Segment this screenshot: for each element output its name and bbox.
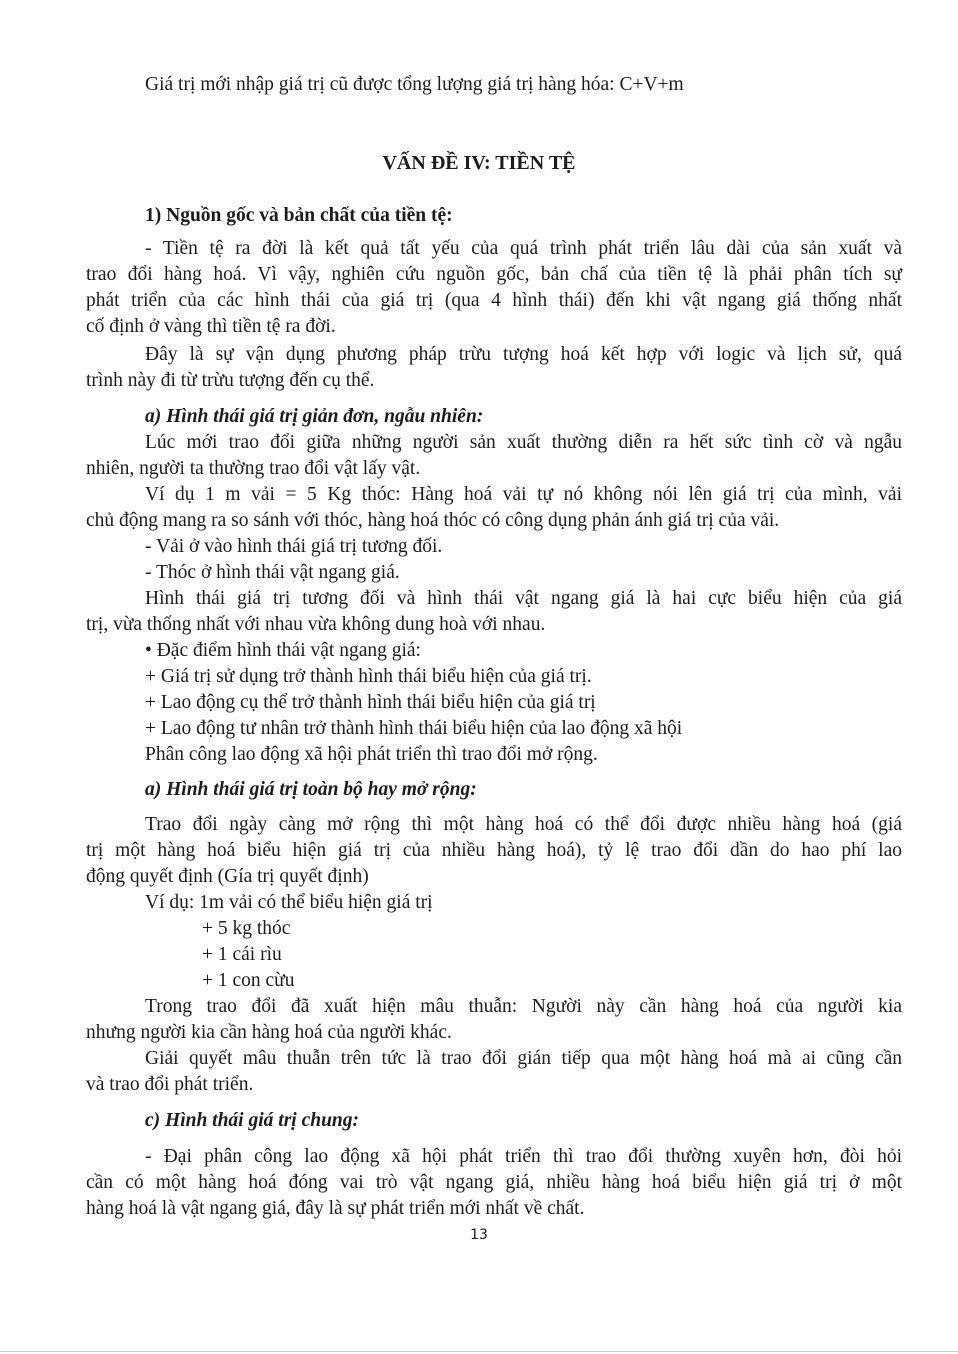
paragraph-line: Lúc mới trao đổi giữa những người sản xuất thường diễn ra hết sức tình cờ và ngẫu [145, 432, 902, 453]
list-item: + 1 con cừu [202, 970, 295, 991]
paragraph-line: Giải quyết mâu thuẫn trên tức là trao đổi gián tiếp qua một hàng hoá mà ai cũng cần [145, 1048, 902, 1069]
paragraph-line: trị một hàng hoá biểu hiện giá trị của nhiều hàng hoá), tỷ lệ trao đổi dần do hao phí lao [86, 840, 902, 861]
subheading-expanded-form: a) Hình thái giá trị toàn bộ hay mở rộng: [145, 779, 477, 800]
paragraph-line: phát triển của các hình thái của giá trị (qua 4 hình thái) đến khi vật ngang giá thống nhất [86, 290, 902, 311]
list-item: + Giá trị sử dụng trở thành hình thái biểu hiện của giá trị. [145, 666, 592, 687]
paragraph-line: trị, vừa thống nhất với nhau vừa không dung hoà với nhau. [86, 614, 546, 635]
paragraph-line: động quyết định (Gía trị quyết định) [86, 866, 369, 887]
example-line: Ví dụ: 1m vải có thể biểu hiện giá trị [145, 892, 433, 913]
paragraph-line: hàng hoá là vật ngang giá, đây là sự phát triển mới nhất về chất. [86, 1198, 585, 1219]
paragraph-line: nhưng người kia cần hàng hoá của người khác. [86, 1022, 452, 1043]
subheading-general-form: c) Hình thái giá trị chung: [145, 1110, 360, 1131]
paragraph-line: trao đổi hàng hoá. Vì vậy, nghiên cứu nguồn gốc, bản chấ của tiền tệ là phải phân tích sự [86, 264, 902, 285]
paragraph-line: Trao đổi ngày càng mở rộng thì một hàng hoá có thể đổi được nhiều hàng hoá (giá [145, 814, 902, 835]
page-number: 13 [470, 1227, 488, 1243]
list-item: + 5 kg thóc [202, 918, 291, 939]
list-item: - Vải ở vào hình thái giá trị tương đối. [145, 536, 443, 557]
intro-line: Giá trị mới nhập giá trị cũ được tổng lượng giá trị hàng hóa: C+V+m [145, 74, 684, 95]
paragraph-line: chủ động mang ra so sánh với thóc, hàng hoá thóc có công dụng phản ánh giá trị của vải. [86, 510, 780, 531]
paragraph-line: - Đại phân công lao động xã hội phát triển thì trao đổi thường xuyên hơn, đòi hỏi [145, 1146, 902, 1167]
paragraph-line: Hình thái giá trị tương đối và hình thái vật ngang giá là hai cực biểu hiện của giá [145, 588, 902, 609]
bullet-item: • Đặc điểm hình thái vật ngang giá: [145, 640, 421, 661]
paragraph-line: và trao đổi phát triển. [86, 1074, 254, 1095]
list-item: + 1 cái rìu [202, 944, 282, 965]
section-heading-origin: 1) Nguồn gốc và bản chất của tiền tệ: [145, 205, 453, 226]
paragraph-line: Đây là sự vận dụng phương pháp trừu tượng hoá kết hợp với logic và lịch sử, quá [145, 344, 902, 365]
list-item: + Lao động cụ thể trở thành hình thái biểu hiện của giá trị [145, 692, 596, 713]
page-edge-divider [0, 1351, 958, 1352]
paragraph-line: Trong trao đổi đã xuất hiện mâu thuẫn: Người này cần hàng hoá của người kia [145, 996, 902, 1017]
paragraph-line: cố định ở vàng thì tiền tệ ra đời. [86, 316, 336, 337]
paragraph-line: Ví dụ 1 m vải = 5 Kg thóc: Hàng hoá vải tự nó không nói lên giá trị của mình, vải [145, 484, 902, 505]
paragraph-line: - Tiền tệ ra đời là kết quả tất yếu của quá trình phát triển lâu dài của sản xuất và [145, 238, 902, 259]
paragraph-line: Phân công lao động xã hội phát triển thì trao đổi mở rộng. [145, 744, 598, 765]
paragraph-line: cần có một hàng hoá đóng vai trò vật ngang giá, nhiều hàng hoá biểu hiện giá trị ở một [86, 1172, 902, 1193]
subheading-simple-form: a) Hình thái giá trị giản đơn, ngẫu nhiên: [145, 406, 484, 427]
list-item: - Thóc ở hình thái vật ngang giá. [145, 562, 400, 583]
page-title: VẤN ĐỀ IV: TIỀN TỆ [382, 152, 576, 174]
paragraph-line: trình này đi từ trừu tượng đến cụ thể. [86, 370, 375, 391]
list-item: + Lao động tư nhân trở thành hình thái biểu hiện của lao động xã hội [145, 718, 683, 739]
paragraph-line: nhiên, người ta thường trao đổi vật lấy vật. [86, 458, 421, 479]
